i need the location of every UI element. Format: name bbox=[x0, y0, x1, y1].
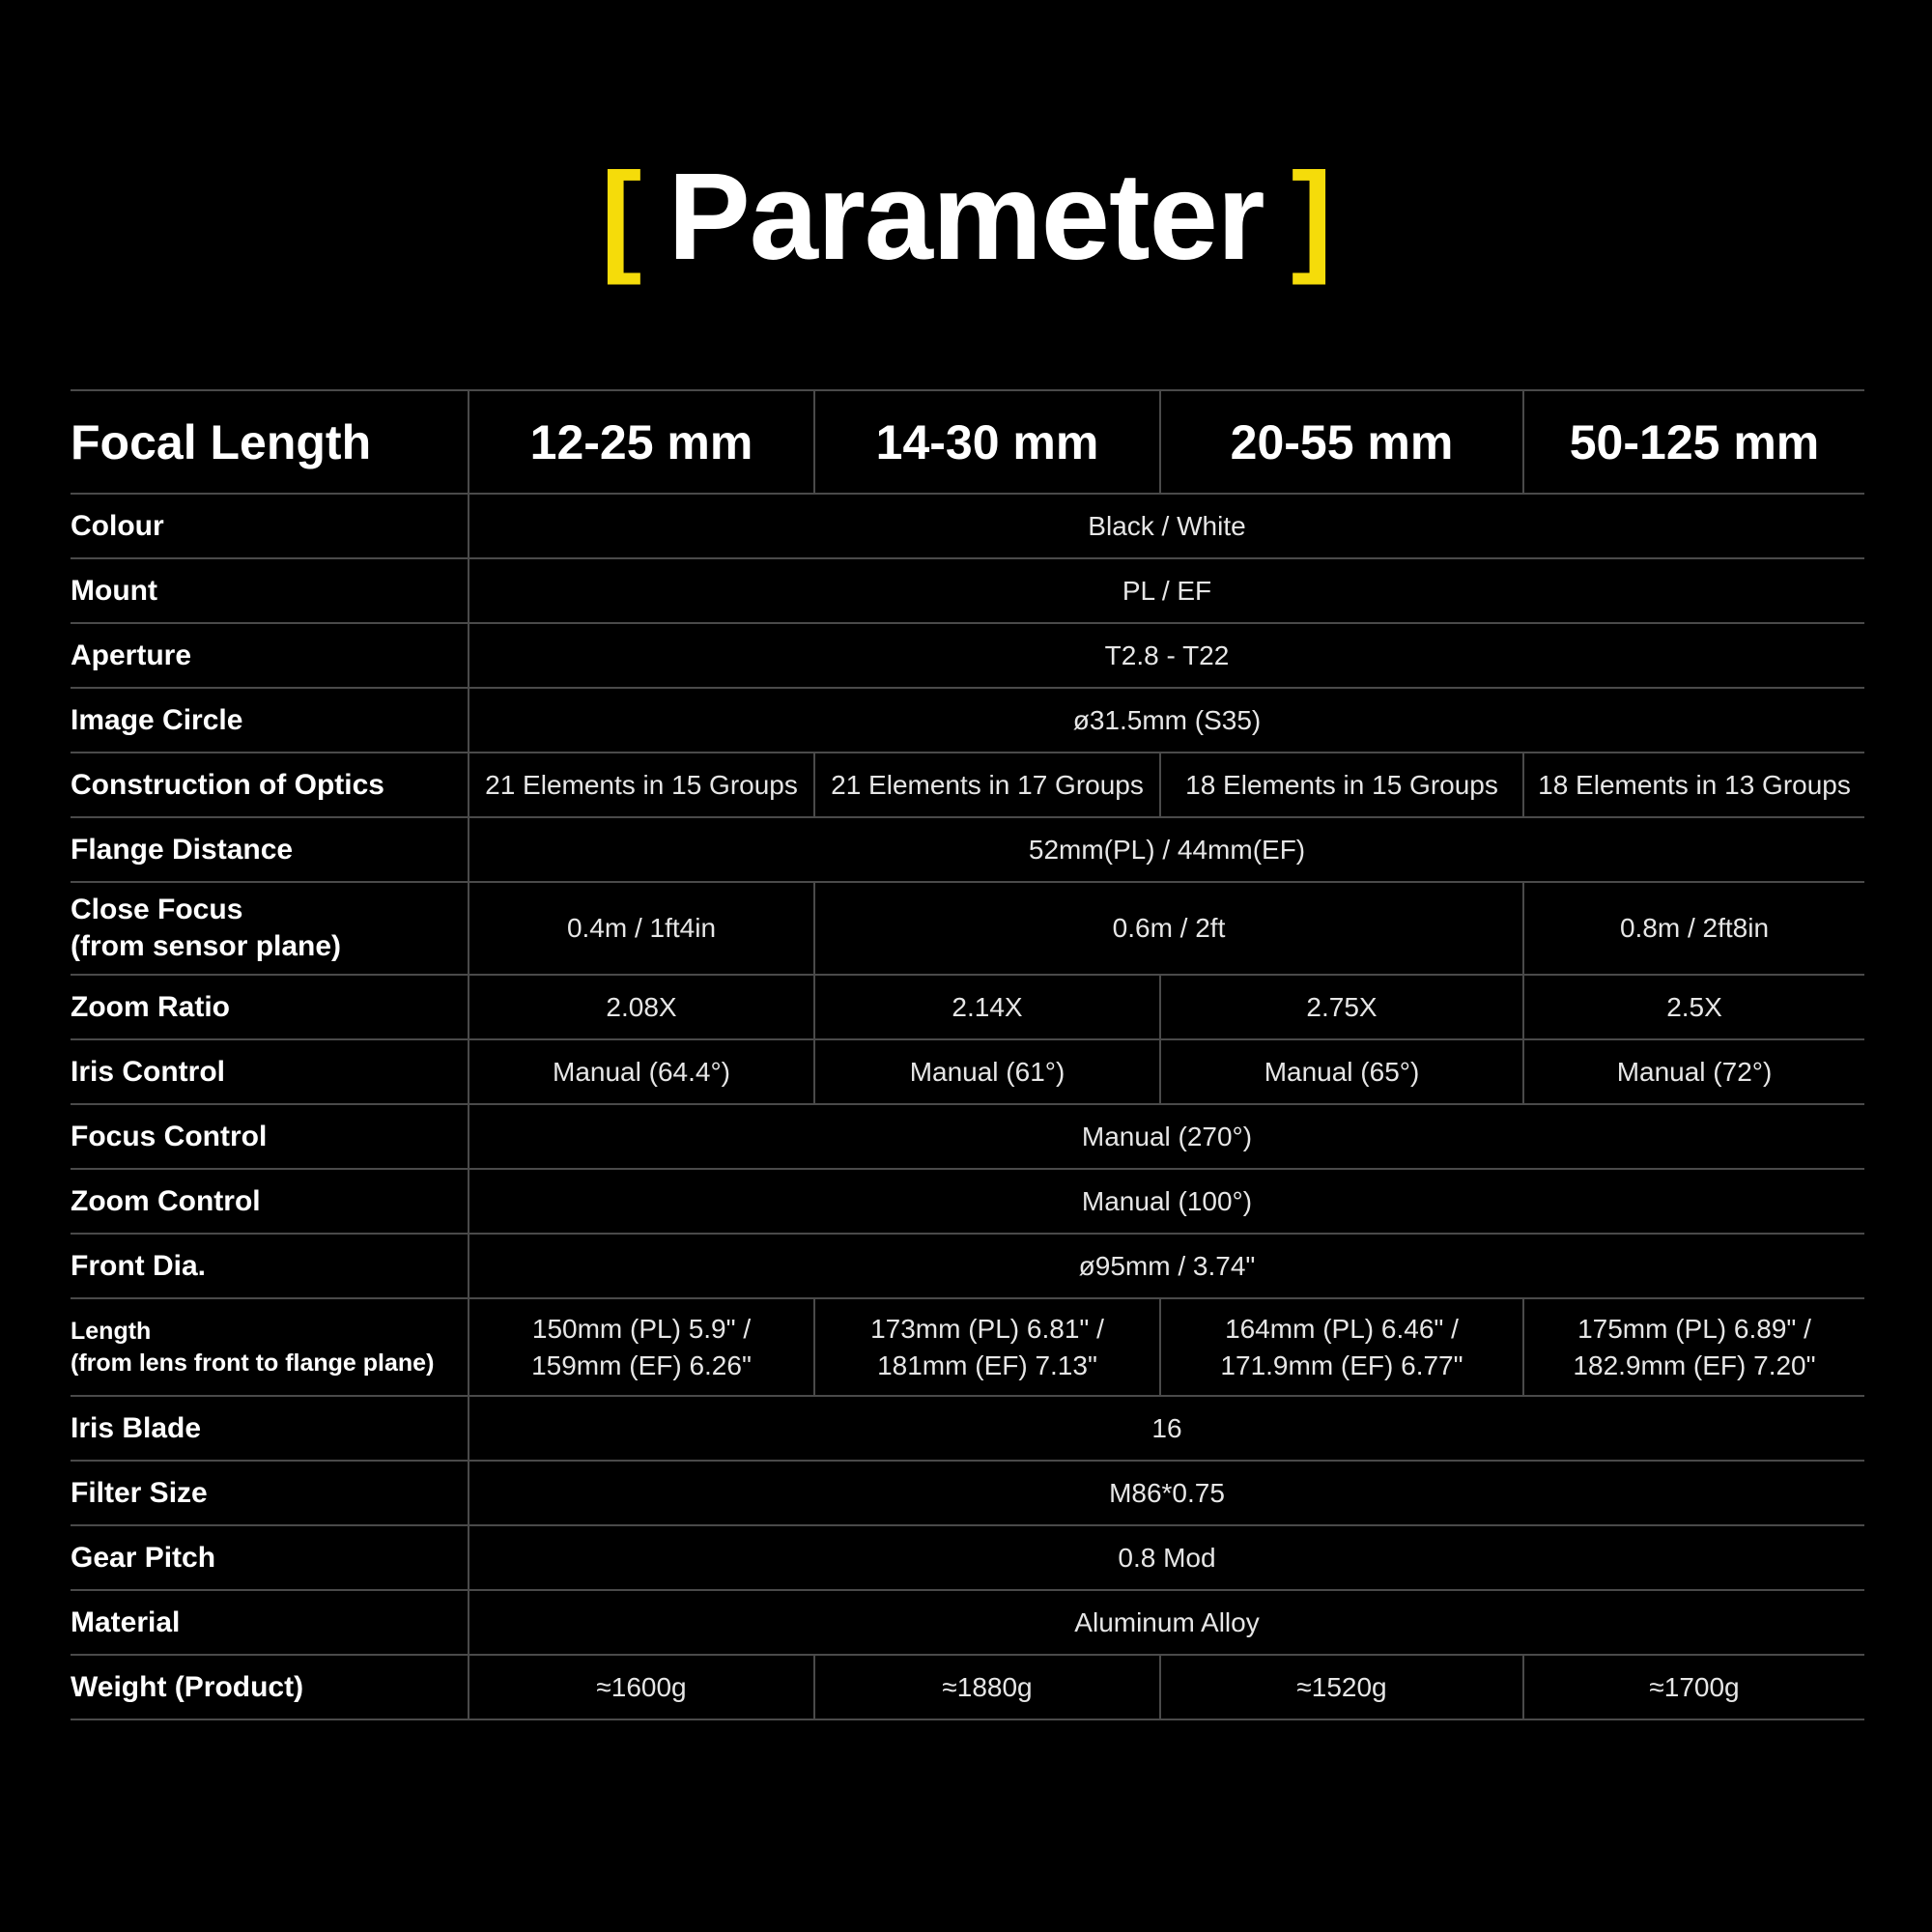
row-value: ≈1520g bbox=[1160, 1655, 1523, 1719]
row-value: 2.75X bbox=[1160, 975, 1523, 1039]
row-label: Flange Distance bbox=[71, 817, 469, 882]
title-open-bracket: [ bbox=[600, 148, 641, 286]
row-value: ≈1600g bbox=[469, 1655, 814, 1719]
length-pl: 164mm (PL) 6.46" / bbox=[1225, 1313, 1459, 1344]
table-row bbox=[71, 623, 1864, 688]
row-label: Image Circle bbox=[71, 688, 469, 753]
row-label bbox=[71, 1298, 469, 1396]
row-value: Manual (100°) bbox=[469, 1169, 1864, 1234]
row-value: T2.8 - T22 bbox=[469, 623, 1864, 688]
table-row bbox=[71, 1461, 1864, 1525]
row-label bbox=[71, 882, 469, 975]
spec-table bbox=[71, 389, 1864, 1720]
row-value: 0.4m / 1ft4in bbox=[469, 882, 814, 975]
length-pl: 173mm (PL) 6.81" / bbox=[870, 1313, 1104, 1344]
title-close-bracket: ] bbox=[1291, 148, 1332, 286]
table-row bbox=[71, 817, 1864, 882]
header-model: 12-25 mm bbox=[469, 390, 814, 494]
row-value: Manual (72°) bbox=[1523, 1039, 1864, 1104]
table-row bbox=[71, 1298, 1864, 1396]
row-label: Filter Size bbox=[71, 1461, 469, 1525]
row-value bbox=[469, 1298, 814, 1396]
table-row bbox=[71, 753, 1864, 817]
table-row bbox=[71, 1039, 1864, 1104]
row-value: 2.08X bbox=[469, 975, 814, 1039]
header-model: 20-55 mm bbox=[1160, 390, 1523, 494]
length-ef: 171.9mm (EF) 6.77" bbox=[1220, 1350, 1463, 1380]
title-text: Parameter bbox=[668, 148, 1264, 286]
row-value: ø95mm / 3.74" bbox=[469, 1234, 1864, 1298]
row-label: Material bbox=[71, 1590, 469, 1655]
table-row bbox=[71, 1169, 1864, 1234]
length-ef: 159mm (EF) 6.26" bbox=[531, 1350, 752, 1380]
row-value: Manual (61°) bbox=[814, 1039, 1160, 1104]
table-row bbox=[71, 1396, 1864, 1461]
table-row bbox=[71, 1234, 1864, 1298]
row-label: Aperture bbox=[71, 623, 469, 688]
row-value: 0.6m / 2ft bbox=[814, 882, 1523, 975]
row-value: 0.8m / 2ft8in bbox=[1523, 882, 1864, 975]
row-value: Black / White bbox=[469, 494, 1864, 558]
row-label-line: (from lens front to flange plane) bbox=[71, 1349, 435, 1377]
row-value: ≈1700g bbox=[1523, 1655, 1864, 1719]
row-label: Iris Control bbox=[71, 1039, 469, 1104]
row-value: ≈1880g bbox=[814, 1655, 1160, 1719]
row-value: 0.8 Mod bbox=[469, 1525, 1864, 1590]
row-label-line: (from sensor plane) bbox=[71, 930, 342, 962]
row-value: PL / EF bbox=[469, 558, 1864, 623]
table-row bbox=[71, 1655, 1864, 1719]
header-model: 14-30 mm bbox=[814, 390, 1160, 494]
table-row bbox=[71, 882, 1864, 975]
row-value bbox=[1523, 1298, 1864, 1396]
row-label: Weight (Product) bbox=[71, 1655, 469, 1719]
row-label: Zoom Ratio bbox=[71, 975, 469, 1039]
header-label: Focal Length bbox=[71, 390, 469, 494]
row-value: Manual (270°) bbox=[469, 1104, 1864, 1169]
row-value bbox=[814, 1298, 1160, 1396]
row-value: 52mm(PL) / 44mm(EF) bbox=[469, 817, 1864, 882]
table-header-row bbox=[71, 390, 1864, 494]
length-ef: 182.9mm (EF) 7.20" bbox=[1573, 1350, 1816, 1380]
row-value: Manual (65°) bbox=[1160, 1039, 1523, 1104]
length-pl: 150mm (PL) 5.9" / bbox=[531, 1313, 752, 1344]
row-label: Construction of Optics bbox=[71, 753, 469, 817]
row-label: Gear Pitch bbox=[71, 1525, 469, 1590]
row-value: 16 bbox=[469, 1396, 1864, 1461]
row-label: Iris Blade bbox=[71, 1396, 469, 1461]
table-row bbox=[71, 1104, 1864, 1169]
row-value: 21 Elements in 15 Groups bbox=[469, 753, 814, 817]
row-label: Colour bbox=[71, 494, 469, 558]
row-value: 18 Elements in 13 Groups bbox=[1523, 753, 1864, 817]
length-ef: 181mm (EF) 7.13" bbox=[877, 1350, 1097, 1380]
row-value: ø31.5mm (S35) bbox=[469, 688, 1864, 753]
row-label-line: Close Focus bbox=[71, 894, 243, 925]
row-label: Front Dia. bbox=[71, 1234, 469, 1298]
row-value: 2.14X bbox=[814, 975, 1160, 1039]
table-row bbox=[71, 688, 1864, 753]
row-value: Aluminum Alloy bbox=[469, 1590, 1864, 1655]
row-value: 18 Elements in 15 Groups bbox=[1160, 753, 1523, 817]
table-row bbox=[71, 1590, 1864, 1655]
row-value: 21 Elements in 17 Groups bbox=[814, 753, 1160, 817]
length-pl: 175mm (PL) 6.89" / bbox=[1577, 1313, 1811, 1344]
table-row bbox=[71, 975, 1864, 1039]
table-row bbox=[71, 494, 1864, 558]
row-label: Focus Control bbox=[71, 1104, 469, 1169]
row-value: M86*0.75 bbox=[469, 1461, 1864, 1525]
row-label: Zoom Control bbox=[71, 1169, 469, 1234]
page-title bbox=[0, 145, 1932, 290]
row-value bbox=[1160, 1298, 1523, 1396]
header-model: 50-125 mm bbox=[1523, 390, 1864, 494]
row-label: Mount bbox=[71, 558, 469, 623]
row-value: 2.5X bbox=[1523, 975, 1864, 1039]
row-label-line: Length bbox=[71, 1317, 152, 1345]
row-value: Manual (64.4°) bbox=[469, 1039, 814, 1104]
table-row bbox=[71, 558, 1864, 623]
table-row bbox=[71, 1525, 1864, 1590]
